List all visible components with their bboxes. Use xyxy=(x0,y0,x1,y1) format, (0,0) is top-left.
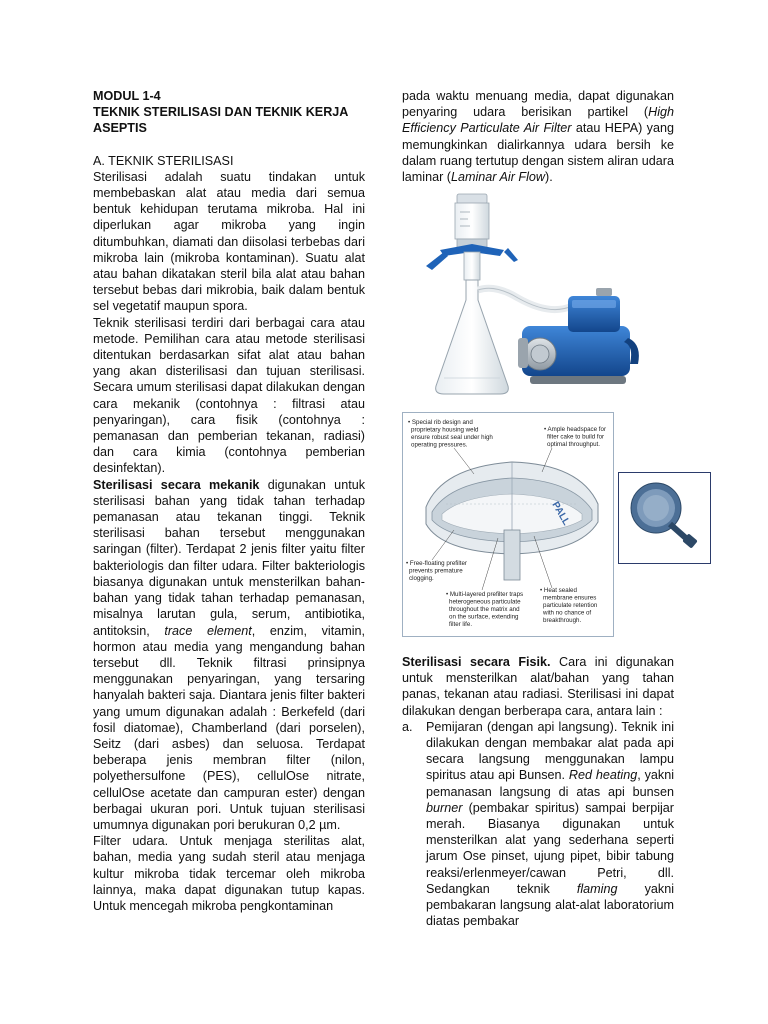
section-heading-a: A. TEKNIK STERILISASI xyxy=(93,153,234,168)
paragraph-sterilisasi-methods: Teknik sterilisasi terdiri dari berbagai cara atau metode. Pemilihan cara atau metode sterilisasi ditentukan berdasarkan sifat alat atau bahan yang akan disterilisasi dan tujuan sterilisasi. Secara umum sterilisasi dapat dilakukan dengan cara mekanik (contohnya : filtrasi atau penyaringan), cara fisik (contohnya : pemanasan dan pemberian tekanan, radiasi) dan cara kimia (contohnya pemberian desinfektan). xyxy=(93,315,365,476)
svg-text:with no chance of: with no chance of xyxy=(543,609,592,617)
svg-text:operating pressures.: operating pressures. xyxy=(411,441,468,449)
svg-text:particulate retention: particulate retention xyxy=(543,602,598,609)
svg-text:proprietary housing weld: proprietary housing weld xyxy=(411,426,479,434)
module-title-cont: ASEPTIS xyxy=(93,121,147,136)
laf-italic: Laminar Air Flow xyxy=(451,170,546,185)
module-number: MODUL 1-4 xyxy=(93,89,161,103)
paragraph-physical xyxy=(402,654,674,719)
physical-text: Cara ini digunakan untuk mensterilkan alat/bahan yang tahan panas, tekanan atau radiasi. Sterilisasi ini dapat dilakukan dengan berberapa cara, antara lain : xyxy=(402,655,674,718)
svg-text:clogging.: clogging. xyxy=(409,575,434,582)
svg-text:ensure robust seal under high: ensure robust seal under high xyxy=(411,434,493,441)
vacuum-filtration-apparatus-image xyxy=(400,188,650,408)
svg-text:filter life.: filter life. xyxy=(449,621,473,628)
svg-text:optimal throughput.: optimal throughput. xyxy=(547,441,600,448)
svg-text:prevents premature: prevents premature xyxy=(409,567,463,575)
svg-text:• Multi-layered prefilter trap: • Multi-layered prefilter traps xyxy=(446,591,524,598)
list-item-pemijaran xyxy=(402,719,674,930)
hepa-text-b: atau HEPA) yang memungkinkan dialirkannya udara bersih ke dalam ruang tertutup dengan sistem aliran udara laminar ( xyxy=(402,121,674,185)
svg-text:• Free-floating prefilter: • Free-floating prefilter xyxy=(406,560,467,567)
right-column-bottom xyxy=(402,654,674,929)
hepa-italic: High Efficiency Particulate Air Filter xyxy=(402,105,674,136)
physical-heading: Sterilisasi secara Fisik. xyxy=(402,655,551,669)
svg-text:filter cake to build for: filter cake to build for xyxy=(547,433,605,441)
svg-text:• Ample headspace for: • Ample headspace for xyxy=(544,426,607,433)
callout-headspace xyxy=(544,426,606,448)
pall-logo: PALL xyxy=(549,500,572,528)
svg-text:breakthrough.: breakthrough. xyxy=(543,617,582,624)
mechanical-italic: trace element xyxy=(164,623,252,638)
svg-text:on the surface, extending: on the surface, extending xyxy=(449,613,519,621)
mechanical-heading: Sterilisasi secara mekanik xyxy=(93,477,260,492)
filter-cutaway-diagram xyxy=(402,412,614,637)
paragraph-mechanical xyxy=(93,477,365,833)
list-marker: a. xyxy=(402,719,413,734)
hepa-text-a: pada waktu menuang media, dapat digunakan penyaring udara berisikan partikel ( xyxy=(402,89,674,120)
svg-text:• Heat sealed: • Heat sealed xyxy=(540,587,577,594)
svg-text:throughout the matrix and: throughout the matrix and xyxy=(449,606,520,613)
hepa-text-c: ). xyxy=(545,170,553,185)
right-column-top xyxy=(402,88,674,185)
svg-text:membrane ensures: membrane ensures xyxy=(543,594,597,602)
syringe-filter-photo xyxy=(618,472,711,564)
svg-text:• Special rib design and: • Special rib design and xyxy=(408,419,473,426)
svg-text:heterogeneous particulate: heterogeneous particulate xyxy=(449,598,521,606)
paragraph-sterilisasi-definition: Sterilisasi adalah suatu tindakan untuk membebaskan alat atau media dari semua bentuk kehidupan terutama mikroba. Hal ini diperlukan agar mikroba yang ingin ditumbuhkan, diamati dan diisolasi terbebas dari mikroba lain (mikroba kontaminan). Suatu alat atau bahan dikatakan steril bila alat atau bahan tersebut bebas dari mikrobia, baik dalam bentuk sel vegetatif maupun spora. xyxy=(93,169,365,314)
mechanical-text-b: , enzim, vitamin, hormon atau media yang mengandung bahan tersebut dll. Teknik filtrasi prinsipnya menggunakan penyaringan, yang tersaring hanyalah bakteri saja. Diantara jenis filter bakteri yang umum digunakan adalah : Berkefeld (dari fosil diatomae), Chamberland (dari porselen), Seitz (dari asbes) dan seluosa. Terdapat beberapa jenis membran filter (nilon, polyethersulfone (PES), cellulOse nitrate, cellulOse acetate dan campuran ester) dengan berbagai ukuran pori. Untuk tujuan sterilisasi umumnya digunakan pori berukuran 0,2 µm. xyxy=(93,623,365,832)
paragraph-hepa xyxy=(402,88,674,185)
mechanical-text-a: digunakan untuk sterilisasi bahan yang tidak tahan terhadap pemanasan atau tekanan tinggi. Teknik sterilisasi bahan tersebut menggunakan saringan (filter). Terdapat 2 jenis filter yaitu filter bakteriologis dan filter udara. Filter bakteriologis biasanya digunakan untuk mensterilkan bahan-bahan yang tidak tahan terhadap pemanasan, misalnya larutan gula, serum, antibiotika, antitoksin, xyxy=(93,477,365,638)
left-column xyxy=(93,88,365,914)
module-title: TEKNIK STERILISASI DAN TEKNIK KERJA xyxy=(93,105,349,120)
list-text: Pemijaran (dengan api langsung). Teknik ini dilakukan dengan membakar alat pada api secara langsung menggunakan lampu spiritus atau api Bunsen. Red heating, yakni pemanasan langsung di atas api bunsen burner (pembakar spiritus) sampai berpijar merah. Biasanya digunakan untuk mensterilkan alat yang sederhana seperti jarum Ose pinset, ujung pipet, bibir tabung reaksi/erlenmeyer/cawan Petri, dll. Sedangkan teknik flaming yakni pembakaran langsung alat-alat laboratorium diatas pembakar xyxy=(426,719,675,929)
paragraph-air-filter: Filter udara. Untuk menjaga sterilitas alat, bahan, media yang sudah steril atau menjaga kultur mikroba tidak tercemar oleh mikroba lainnya, maka dapat digunakan tutup kapas. Untuk mencegah mikroba pengkontaminan xyxy=(93,834,365,913)
